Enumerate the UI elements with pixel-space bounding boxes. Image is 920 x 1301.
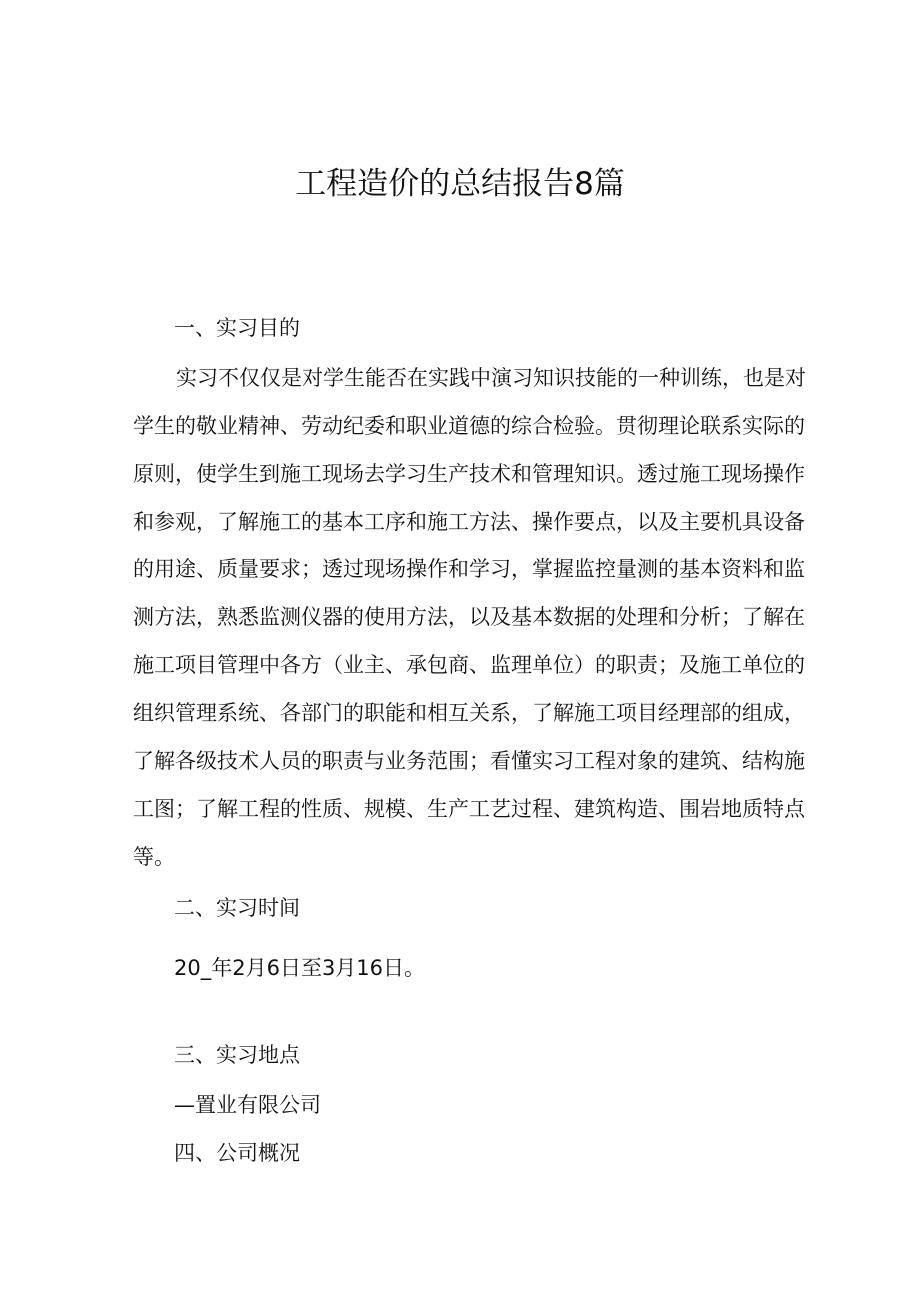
- paragraph-line: 等。: [133, 845, 175, 869]
- internship-company: —置业有限公司: [174, 1093, 321, 1117]
- internship-dates: 20_年2月6日至3月16日。: [174, 956, 426, 980]
- section-heading-time: 二、实习时间: [174, 896, 300, 920]
- paragraph-line: 组织管理系统、各部门的职能和相互关系，了解施工项目经理部的组成，: [133, 701, 805, 725]
- paragraph-line: 和参观，了解施工的基本工序和施工方法、操作要点，以及主要机具设备: [133, 510, 805, 534]
- paragraph-line: 学生的敬业精神、劳动纪委和职业道德的综合检验。贯彻理论联系实际的: [133, 414, 805, 438]
- paragraph-line: 的用途、质量要求；透过现场操作和学习，掌握监控量测的基本资料和监: [133, 557, 805, 581]
- section-heading-location: 三、实习地点: [174, 1043, 300, 1067]
- paragraph-line: 施工项目管理中各方（业主、承包商、监理单位）的职责；及施工单位的: [133, 653, 805, 677]
- paragraph-line: 原则，使学生到施工现场去学习生产技术和管理知识。透过施工现场操作: [133, 462, 805, 486]
- section-heading-purpose: 一、实习目的: [174, 316, 300, 340]
- section-heading-company-overview: 四、公司概况: [174, 1141, 300, 1165]
- document-title: 工程造价的总结报告8篇: [295, 166, 625, 202]
- paragraph-line: 测方法，熟悉监测仪器的使用方法，以及基本数据的处理和分析；了解在: [133, 605, 805, 629]
- paragraph-line: 实习不仅仅是对学生能否在实践中演习知识技能的一种训练，也是对: [176, 366, 806, 390]
- paragraph-line: 工图；了解工程的性质、规模、生产工艺过程、建筑构造、围岩地质特点: [133, 797, 805, 821]
- paragraph-line: 了解各级技术人员的职责与业务范围；看懂实习工程对象的建筑、结构施: [133, 749, 805, 773]
